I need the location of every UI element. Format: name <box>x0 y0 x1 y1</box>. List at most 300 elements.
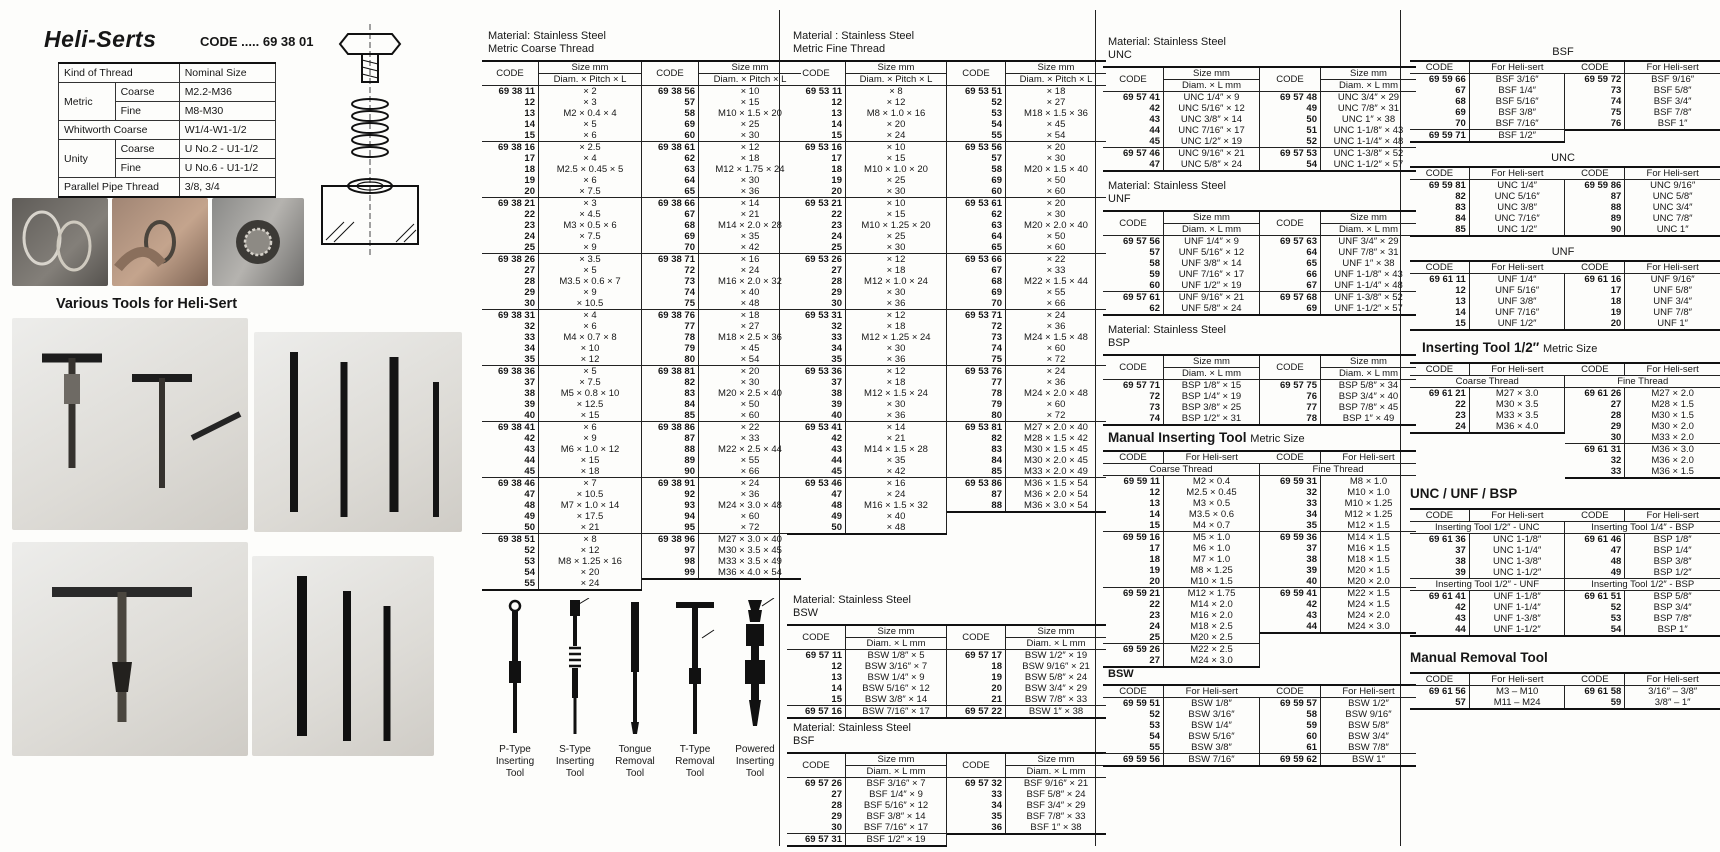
code-cell: 23 <box>787 220 846 231</box>
code-cell: 88 <box>1565 202 1624 213</box>
size-cell: M5 × 0.8 × 10 <box>539 388 642 399</box>
size-cell: × 48 <box>846 522 947 534</box>
size-cell: × 33 <box>1046 265 1066 276</box>
powered-inserting-tool-figure <box>732 598 778 780</box>
code-cell: 69 57 16 <box>787 706 846 719</box>
code-cell: 44 <box>787 455 846 466</box>
size-cell: × 25 <box>740 119 760 130</box>
thread-size: M8-M30 <box>179 102 275 121</box>
size-cell: UNC 1-1/8″ <box>1469 534 1565 546</box>
code-cell: 28 <box>787 800 846 811</box>
size-cell: × 7 <box>539 478 642 490</box>
size-cell: × 12 <box>846 254 947 266</box>
tongue-tool-icon <box>615 598 655 738</box>
code-cell: 69 53 66 <box>947 254 1006 266</box>
code-cell: 82 <box>642 377 699 388</box>
size-cell: × 12 <box>740 142 760 153</box>
size-cell: UNC 1/4″ <box>1469 180 1565 192</box>
code-cell: 20 <box>482 186 539 198</box>
code-cell: 69 38 46 <box>482 478 539 490</box>
code-cell: 49 <box>1565 567 1624 579</box>
bsf-tool-label: BSF <box>1552 46 1574 58</box>
size-cell: M18 × 2.5 <box>1164 621 1260 632</box>
size-column-header: For Heli-sert <box>1342 686 1395 697</box>
bsw-tool-table-right <box>1260 684 1416 767</box>
size-cell: × 3 <box>539 97 642 108</box>
code-cell: 30 <box>787 298 846 310</box>
size-cell: × 10 <box>539 343 642 354</box>
code-cell: 69 <box>642 231 699 242</box>
code-cell: 22 <box>482 209 539 220</box>
size-cell: M14 × 1.5 × 28 <box>846 444 947 455</box>
code-cell: 84 <box>1410 213 1469 224</box>
size-subheader: Diam. × L mm <box>846 638 947 650</box>
size-cell: M36 × 4.0 × 54 <box>718 567 782 578</box>
code-cell: 66 <box>1260 269 1321 280</box>
code-cell: 48 <box>1565 556 1624 567</box>
size-cell: UNC 3/8″ × 14 <box>1164 114 1260 125</box>
code-cell: 12 <box>787 661 846 672</box>
size-cell: M36 × 1.5 × 54 <box>1024 478 1088 489</box>
metric-coarse-material <box>488 30 606 56</box>
code-cell: 33 <box>787 332 846 343</box>
code-cell: 28 <box>482 276 539 287</box>
size-cell: × 6 <box>539 130 642 142</box>
size-column-header: For Heli-sert <box>1646 674 1699 685</box>
size-cell: M20 × 2.5 × 40 <box>718 388 782 399</box>
size-cell: M16 × 1.5 × 32 <box>846 500 947 511</box>
unf-material <box>1108 180 1226 206</box>
code-column-header: CODE <box>947 61 1006 86</box>
size-cell: M10 × 1.0 <box>1347 487 1390 498</box>
code-cell: 45 <box>1103 136 1164 148</box>
size-cell: UNC 1-1/2″ <box>1469 567 1565 579</box>
size-cell: UNC 7/16″ <box>1469 213 1565 224</box>
size-cell: M24 × 2.0 <box>1347 610 1390 621</box>
code-cell: 69 53 51 <box>947 86 1006 98</box>
size-cell: BSW 5/8″ <box>1348 720 1389 731</box>
size-cell: × 12 <box>846 366 947 378</box>
unc-table-left <box>1103 66 1260 172</box>
size-cell: M33 × 2.0 <box>1651 432 1694 443</box>
code-cell: 40 <box>1260 576 1321 588</box>
code-cell: 48 <box>787 500 846 511</box>
size-cell: × 66 <box>1046 298 1066 309</box>
size-cell: × 5 <box>539 265 642 276</box>
bsp-table-left <box>1103 354 1260 426</box>
code-cell: 69 57 71 <box>1103 380 1164 392</box>
size-cell: BSP 3/4″ × 40 <box>1338 391 1399 402</box>
code-cell: 54 <box>482 567 539 578</box>
code-cell: 15 <box>1103 520 1164 532</box>
manual-inserting-table-left <box>1103 450 1260 668</box>
code-cell: 20 <box>787 186 846 198</box>
size-cell: M20 × 2.0 <box>1347 576 1390 587</box>
size-cell: × 55 <box>740 455 760 466</box>
size-cell: UNC 1-3/8″ <box>1469 556 1565 567</box>
size-column-header: Size mm <box>1006 61 1107 74</box>
code-cell: 75 <box>642 298 699 310</box>
size-cell: M33 × 3.5 <box>1469 410 1565 421</box>
size-cell: × 30 <box>846 399 947 410</box>
code-cell: 17 <box>1103 543 1164 554</box>
size-cell: × 35 <box>846 455 947 466</box>
size-cell: × 40 <box>846 511 947 522</box>
size-cell: M12 × 1.0 × 24 <box>846 276 947 287</box>
size-cell: M36 × 2.0 × 54 <box>1024 489 1088 500</box>
thread-size: M2.2-M36 <box>179 83 275 102</box>
bsp-material <box>1108 324 1226 350</box>
size-cell: × 12 <box>539 545 642 556</box>
code-cell: 14 <box>787 119 846 130</box>
code-cell: 32 <box>1565 455 1624 466</box>
size-column-header: Size mm <box>1006 625 1107 638</box>
size-cell: × 36 <box>846 354 947 366</box>
code-cell: 78 <box>947 388 1006 399</box>
size-cell: M12 × 1.75 × 24 <box>715 164 785 175</box>
code-cell: 23 <box>482 220 539 231</box>
code-cell: 21 <box>947 694 1006 706</box>
size-cell: × 12.5 <box>539 399 642 410</box>
code-cell: 69 57 26 <box>787 778 846 790</box>
code-cell: 32 <box>482 321 539 332</box>
size-cell: BSW 5/8″ × 24 <box>1024 672 1088 683</box>
unc-tool-table-left <box>1410 166 1565 237</box>
unc-tool-table-right <box>1565 166 1720 237</box>
size-cell: M24 × 1.5 <box>1347 599 1390 610</box>
size-cell: × 72 <box>1046 354 1066 365</box>
code-cell: 77 <box>1260 402 1321 413</box>
code-cell: 60 <box>1260 731 1321 742</box>
size-cell: M16 × 1.5 <box>1347 543 1390 554</box>
size-cell: M10 × 1.0 × 20 <box>846 164 947 175</box>
code-cell: 83 <box>1410 202 1469 213</box>
size-column-header: Size mm <box>1321 355 1417 368</box>
code-cell: 76 <box>1565 118 1624 130</box>
t-handle-tools-photo-1 <box>12 318 248 530</box>
code-cell: 15 <box>482 130 539 142</box>
size-cell: M5 × 1.0 <box>1164 532 1260 544</box>
code-cell: 59 <box>1260 720 1321 731</box>
code-cell: 69 57 56 <box>1103 236 1164 248</box>
size-cell: M24 × 1.5 × 48 <box>1024 332 1088 343</box>
group-subheader: Coarse Thread <box>1103 464 1260 476</box>
bsw-tool-label: BSW <box>1108 668 1134 680</box>
size-cell: M24 × 3.0 × 48 <box>718 500 782 511</box>
code-cell: 78 <box>1260 413 1321 425</box>
code-cell: 13 <box>1410 296 1469 307</box>
code-cell: 19 <box>482 175 539 186</box>
code-cell: 13 <box>1103 498 1164 509</box>
bsw-table-left <box>787 624 947 719</box>
size-subheader: Diam. × L mm <box>1338 80 1399 91</box>
code-cell: 69 38 51 <box>482 534 539 546</box>
size-cell: M3 × 0.5 <box>1164 498 1260 509</box>
code-cell: 73 <box>1565 85 1624 96</box>
manual-inserting-table-right <box>1260 450 1416 634</box>
code-cell: 87 <box>642 433 699 444</box>
size-cell: × 42 <box>846 466 947 478</box>
size-cell: M14 × 2.0 × 28 <box>718 220 782 231</box>
size-cell: × 8 <box>846 86 947 98</box>
size-cell: M36 × 3.0 <box>1651 444 1694 455</box>
code-cell: 14 <box>787 683 846 694</box>
size-cell: × 50 <box>1046 175 1066 186</box>
material-line-1: Material: Stainless Steel <box>488 30 606 42</box>
code-column-header: CODE <box>482 61 539 86</box>
size-cell: M20 × 1.5 <box>1347 565 1390 576</box>
size-cell: UNF 1-1/8″ <box>1469 591 1565 603</box>
size-cell: M12 × 1.25 × 24 <box>846 332 947 343</box>
size-cell: M8 × 1.25 <box>1164 565 1260 576</box>
size-cell: UNF 7/8″ <box>1653 307 1693 318</box>
material-line-2: BSF <box>793 735 815 747</box>
code-cell: 13 <box>787 672 846 683</box>
size-column-header: For Heli-sert <box>1646 364 1699 375</box>
code-cell: 85 <box>642 410 699 422</box>
size-cell: UNC 7/8″ × 31 <box>1337 103 1400 114</box>
size-cell: UNC 1-1/4″ <box>1469 545 1565 556</box>
size-cell: × 36 <box>740 186 760 197</box>
heli-sert-assembly-drawing <box>300 20 440 265</box>
code-cell: 67 <box>1410 85 1469 96</box>
code-cell: 44 <box>1103 125 1164 136</box>
size-cell: BSF 3/4″ × 29 <box>1026 800 1086 811</box>
size-cell: UNC 1/2″ <box>1469 224 1565 236</box>
code-cell: 74 <box>1565 96 1624 107</box>
bsw-table <box>787 624 1106 719</box>
size-cell: BSW 1/2″ <box>1348 698 1389 709</box>
code-cell: 69 61 16 <box>1565 274 1624 286</box>
size-cell: × 72 <box>1046 410 1066 421</box>
code-cell: 58 <box>947 164 1006 175</box>
thread-sub: Fine <box>115 102 179 121</box>
size-cell: M27 × 3.0 × 40 <box>718 534 782 545</box>
code-cell: 69 53 86 <box>947 478 1006 490</box>
manual-removal-table-right <box>1565 672 1720 710</box>
size-cell: UNF 9/16″ × 21 <box>1164 292 1260 304</box>
code-cell: 39 <box>482 399 539 410</box>
code-cell: 85 <box>947 466 1006 478</box>
bsf-table <box>787 752 1106 847</box>
size-cell: M36 × 4.0 <box>1469 421 1565 433</box>
code-cell: 30 <box>482 298 539 310</box>
code-cell: 89 <box>642 455 699 466</box>
size-cell: × 18 <box>539 466 642 478</box>
size-cell: × 45 <box>740 343 760 354</box>
code-column-header: CODE <box>1103 355 1164 380</box>
code-cell: 55 <box>947 130 1006 142</box>
size-subheader: Diam. × L mm <box>1026 766 1086 777</box>
code-cell: 36 <box>947 822 1006 834</box>
code-cell: 69 59 21 <box>1103 588 1164 600</box>
code-cell: 13 <box>787 108 846 119</box>
bsf-table-right <box>947 752 1106 835</box>
size-cell: M2.5 × 0.45 <box>1164 487 1260 498</box>
code-cell: 87 <box>947 489 1006 500</box>
unf-tool-table-left <box>1410 260 1565 331</box>
code-cell: 69 59 11 <box>1103 476 1164 488</box>
inserting-half-table-right <box>1565 362 1720 479</box>
code-cell: 19 <box>947 672 1006 683</box>
code-cell: 58 <box>1103 258 1164 269</box>
size-cell: UNF 9/16″ <box>1650 274 1695 285</box>
code-cell: 17 <box>1565 285 1624 296</box>
size-subheader: Diam. × Pitch × L <box>1019 74 1093 85</box>
code-cell: 29 <box>482 287 539 298</box>
code-cell: 52 <box>482 545 539 556</box>
size-cell: × 35 <box>740 231 760 242</box>
code-cell: 69 53 31 <box>787 310 846 322</box>
size-cell: BSP 1/2″ <box>1653 567 1692 578</box>
code-cell: 57 <box>642 97 699 108</box>
code-cell: 38 <box>1260 554 1321 565</box>
size-cell: × 2.5 <box>539 142 642 154</box>
size-cell: BSP 7/8″ <box>1653 613 1692 624</box>
code-column-header: CODE <box>1260 355 1321 380</box>
size-cell: BSW 3/16″ × 7 <box>846 661 947 672</box>
code-cell: 69 59 51 <box>1103 698 1164 710</box>
size-cell: UNC 7/8″ <box>1652 213 1693 224</box>
size-cell: × 30 <box>846 242 947 254</box>
size-cell: M2.5 × 0.45 × 5 <box>539 164 642 175</box>
size-cell: × 60 <box>1046 343 1066 354</box>
code-column-header: CODE <box>1410 61 1469 74</box>
size-column-header: For Heli-sert <box>1491 168 1544 179</box>
size-cell: × 27 <box>740 321 760 332</box>
t-type-removal-tool-figure <box>672 598 718 780</box>
size-cell: × 14 <box>740 198 760 209</box>
code-cell: 93 <box>642 500 699 511</box>
code-cell: 69 57 46 <box>1103 148 1164 160</box>
size-cell: UNF 7/16″ × 17 <box>1164 269 1260 280</box>
code-cell: 53 <box>947 108 1006 119</box>
code-cell: 75 <box>1565 107 1624 118</box>
size-cell: M30 × 3.5 × 45 <box>718 545 782 556</box>
code-column-header: CODE <box>1260 67 1321 92</box>
size-cell: UNF 3/4″ <box>1653 296 1693 307</box>
size-cell: × 3 <box>539 198 642 210</box>
code-cell: 38 <box>787 388 846 399</box>
code-cell: 57 <box>1410 697 1469 709</box>
code-cell: 43 <box>1410 613 1469 624</box>
code-cell: 52 <box>1565 602 1624 613</box>
size-cell: M36 × 1.5 <box>1651 466 1694 477</box>
code-cell: 24 <box>482 231 539 242</box>
code-cell: 69 38 31 <box>482 310 539 322</box>
tap-tools-photo <box>252 556 434 756</box>
code-cell: 29 <box>1565 421 1624 432</box>
size-cell: M4 × 0.7 <box>1164 520 1260 532</box>
code-cell: 69 38 91 <box>642 478 699 490</box>
code-cell: 22 <box>1103 599 1164 610</box>
size-cell: UNF 3/8″ × 14 <box>1164 258 1260 269</box>
code-cell: 97 <box>642 545 699 556</box>
size-column-header: Size mm <box>1164 67 1260 80</box>
size-cell: BSW 9/16″ × 21 <box>1022 661 1090 672</box>
code-cell: 14 <box>1103 509 1164 520</box>
code-cell: 54 <box>947 119 1006 130</box>
size-cell: × 60 <box>1046 186 1066 197</box>
size-cell: BSP 1″ × 49 <box>1342 413 1395 424</box>
tool-label: Powered Inserting Tool <box>735 744 775 779</box>
size-cell: UNC 1″ × 38 <box>1341 114 1396 125</box>
size-cell: × 21 <box>740 209 760 220</box>
group-subheader: Coarse Thread <box>1410 376 1565 388</box>
size-subheader: Diam. × L mm <box>846 766 947 778</box>
size-cell: × 24 <box>740 265 760 276</box>
size-cell: M2 × 0.4 <box>1164 476 1260 488</box>
code-cell: 54 <box>1103 731 1164 742</box>
material-line-1: Material: Stainless Steel <box>793 594 911 606</box>
code-cell: 49 <box>482 511 539 522</box>
code-cell: 19 <box>1565 307 1624 318</box>
size-cell: × 24 <box>740 478 760 489</box>
size-cell: × 8 <box>539 534 642 546</box>
size-cell: M11 – M24 <box>1469 697 1565 709</box>
size-cell: BSF 7/8″ <box>1653 107 1692 118</box>
code-cell: 37 <box>787 377 846 388</box>
size-cell: × 18 <box>846 265 947 276</box>
code-cell: 77 <box>642 321 699 332</box>
size-cell: × 2 <box>539 86 642 98</box>
code-cell: 99 <box>642 567 699 579</box>
unc-material <box>1108 36 1226 62</box>
code-cell: 69 53 11 <box>787 86 846 98</box>
group-subheader: Inserting Tool 1/2″ - BSP <box>1591 579 1695 590</box>
size-cell: UNF 5/16″ <box>1469 285 1565 296</box>
size-cell: UNC 1-1/2″ × 57 <box>1333 159 1404 170</box>
size-cell: UNC 5/8″ × 24 <box>1164 159 1260 171</box>
material-line-2: UNF <box>1108 193 1131 205</box>
code-cell: 38 <box>1410 556 1469 567</box>
size-cell: UNC 3/4″ × 29 <box>1337 92 1400 103</box>
code-cell: 69 59 86 <box>1565 180 1624 192</box>
code-cell: 65 <box>642 186 699 198</box>
group-subheader: Inserting Tool 1/2″ - UNF <box>1410 579 1565 591</box>
code-cell: 12 <box>1410 285 1469 296</box>
material-line-2: Metric Fine Thread <box>793 43 886 55</box>
unc-unf-bsp-table-right <box>1565 508 1720 637</box>
code-cell: 69 53 16 <box>787 142 846 154</box>
code-cell: 33 <box>1565 466 1624 478</box>
size-cell: × 30 <box>740 377 760 388</box>
code-cell: 69 59 56 <box>1103 754 1164 767</box>
size-cell: × 18 <box>740 310 760 321</box>
code-cell: 69 57 53 <box>1260 148 1321 160</box>
s-type-tool-icon <box>555 598 595 738</box>
code-cell: 69 <box>947 287 1006 298</box>
code-cell: 15 <box>787 130 846 142</box>
code-cell: 69 57 41 <box>1103 92 1164 104</box>
code-cell: 69 53 36 <box>787 366 846 378</box>
size-cell: M6 × 1.0 × 12 <box>539 444 642 455</box>
size-cell: BSW 3/8″ <box>1164 742 1260 754</box>
metric-coarse-table-left <box>482 60 642 591</box>
size-cell: × 15 <box>846 209 947 220</box>
size-cell: BSW 5/16″ <box>1164 731 1260 742</box>
code-cell: 69 <box>1260 303 1321 315</box>
size-cell: × 22 <box>740 422 760 433</box>
code-cell: 69 38 86 <box>642 422 699 434</box>
code-cell: 53 <box>1565 613 1624 624</box>
size-cell: × 18 <box>846 377 947 388</box>
code-cell: 69 61 21 <box>1410 388 1469 400</box>
code-cell: 79 <box>642 343 699 354</box>
size-column-header: For Heli-sert <box>1491 510 1544 521</box>
size-cell: UNF 5/8″ <box>1653 285 1693 296</box>
size-column-header: For Heli-sert <box>1646 262 1699 273</box>
